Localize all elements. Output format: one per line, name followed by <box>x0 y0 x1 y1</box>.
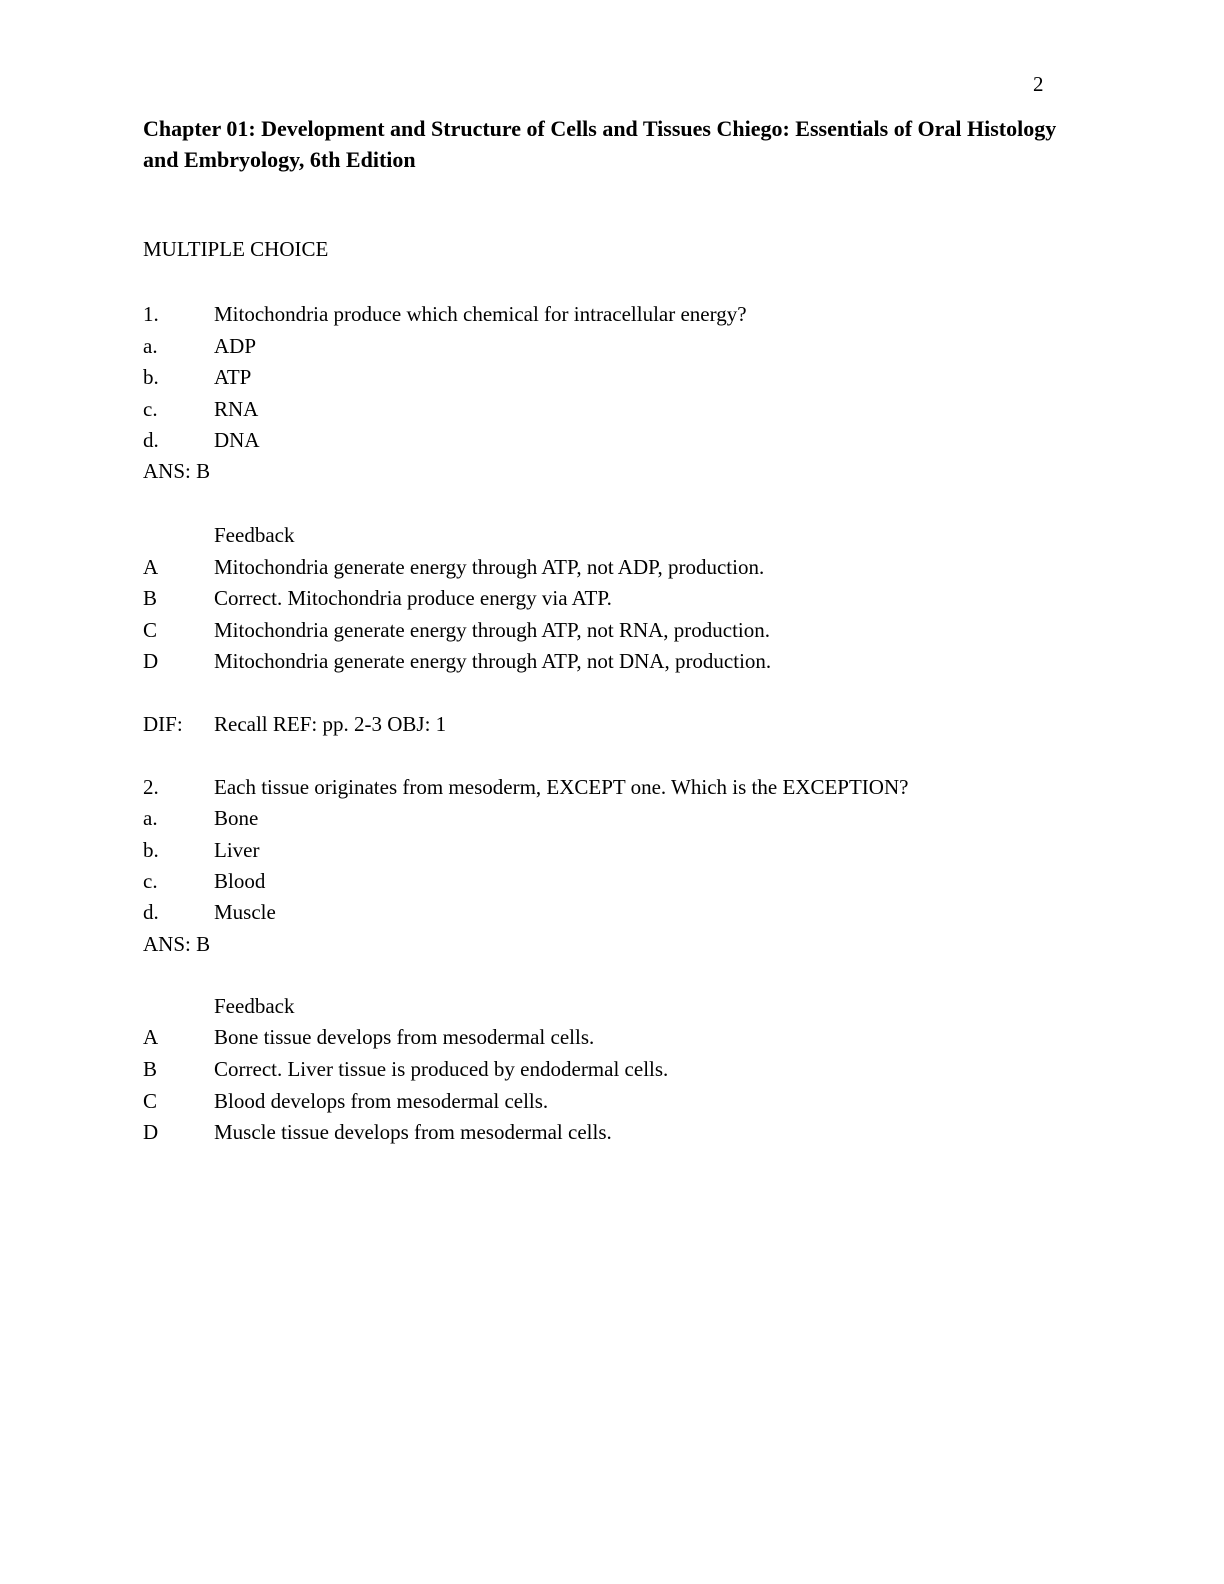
feedback-text: Mitochondria generate energy through ATP, not DNA, production. <box>214 649 772 673</box>
option-text: Bone <box>214 806 259 830</box>
question-text: Each tissue originates from mesoderm, EXCEPT one. Which is the EXCEPTION? <box>214 775 909 799</box>
section-heading: MULTIPLE CHOICE <box>143 237 329 261</box>
feedback-b <box>143 584 612 612</box>
feedback-text: Mitochondria generate energy through ATP, not ADP, production. <box>214 555 765 579</box>
option-b <box>143 836 259 864</box>
feedback-letter: C <box>143 1089 158 1113</box>
feedback-text: Muscle tissue develops from mesodermal cells. <box>214 1120 612 1144</box>
option-text: Muscle <box>214 900 276 924</box>
feedback-text: Correct. Mitochondria produce energy via ATP. <box>214 586 612 610</box>
feedback-letter: A <box>143 1025 159 1049</box>
option-text: RNA <box>214 397 259 421</box>
option-letter: c. <box>143 869 158 893</box>
feedback-b <box>143 1055 668 1083</box>
option-letter: d. <box>143 900 159 924</box>
option-d <box>143 898 276 926</box>
question-1-stem <box>143 300 747 328</box>
feedback-letter: A <box>143 555 159 579</box>
feedback-label: Feedback <box>214 994 295 1018</box>
question-text: Mitochondria produce which chemical for intracellular energy? <box>214 302 747 326</box>
feedback-label: Feedback <box>214 523 295 547</box>
answer: ANS: B <box>143 459 211 483</box>
feedback-d <box>143 647 771 675</box>
page-number: 2 <box>1033 72 1044 96</box>
question-2-stem <box>143 773 908 801</box>
answer: ANS: B <box>143 932 211 956</box>
feedback-text: Correct. Liver tissue is produced by endodermal cells. <box>214 1057 669 1081</box>
feedback-text: Blood develops from mesodermal cells. <box>214 1089 549 1113</box>
option-letter: d. <box>143 428 159 452</box>
option-d <box>143 426 260 454</box>
option-a <box>143 804 258 832</box>
option-c <box>143 395 258 423</box>
question-number: 2. <box>143 775 159 799</box>
feedback-letter: C <box>143 618 158 642</box>
option-letter: a. <box>143 334 158 358</box>
option-a <box>143 332 256 360</box>
option-text: DNA <box>214 428 260 452</box>
feedback-c <box>143 1087 548 1115</box>
option-letter: b. <box>143 838 159 862</box>
option-text: Liver <box>214 838 260 862</box>
option-c <box>143 867 265 895</box>
feedback-a <box>143 1023 594 1051</box>
feedback-text: Mitochondria generate energy through ATP, not RNA, production. <box>214 618 771 642</box>
feedback-a <box>143 553 764 581</box>
option-letter: c. <box>143 397 158 421</box>
dif-label: DIF: <box>143 712 183 736</box>
option-text: Blood <box>214 869 266 893</box>
question-number: 1. <box>143 302 159 326</box>
feedback-d <box>143 1118 612 1146</box>
dif-text: Recall REF: pp. 2-3 OBJ: 1 <box>214 712 447 736</box>
feedback-letter: B <box>143 1057 158 1081</box>
option-text: ADP <box>214 334 257 358</box>
feedback-text: Bone tissue develops from mesodermal cells. <box>214 1025 595 1049</box>
feedback-letter: D <box>143 1120 159 1144</box>
difficulty-reference <box>143 710 446 738</box>
option-letter: a. <box>143 806 158 830</box>
option-b <box>143 363 251 391</box>
feedback-letter: B <box>143 586 158 610</box>
option-letter: b. <box>143 365 159 389</box>
feedback-c <box>143 616 770 644</box>
document-title: Chapter 01: Development and Structure of Cells and Tissues Chiego: Essentials of Oral Histology and Embryology, 6th Edition <box>143 116 1057 172</box>
feedback-letter: D <box>143 649 159 673</box>
option-text: ATP <box>214 365 252 389</box>
